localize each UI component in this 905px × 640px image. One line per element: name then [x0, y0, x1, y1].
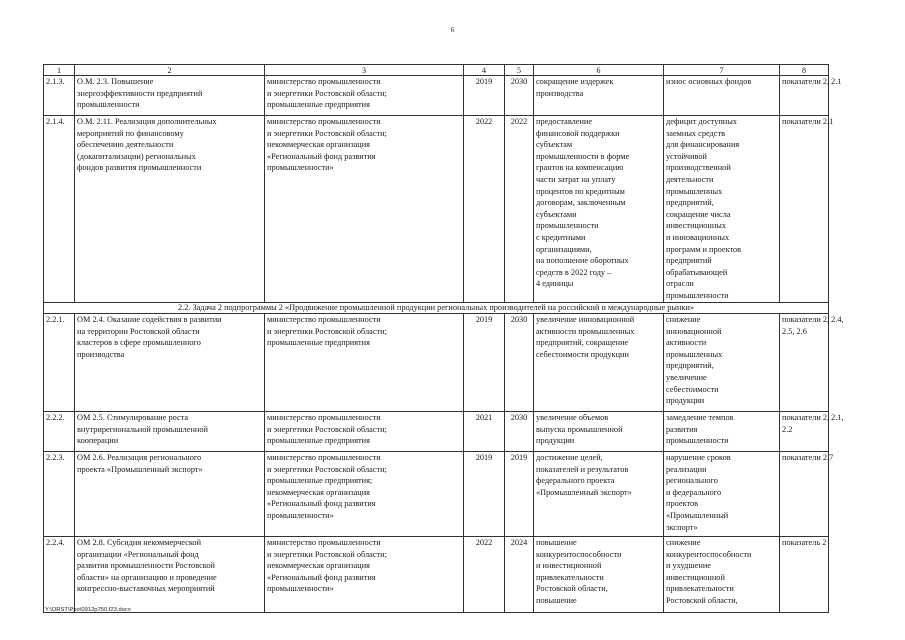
- table-row: [44, 452, 829, 537]
- cell-line: реализации: [666, 464, 707, 474]
- cell-line: и энергетики Ростовской области;: [267, 326, 387, 336]
- cell-line: организациями,: [536, 244, 592, 254]
- cell-line: министерство промышленности: [267, 453, 381, 462]
- program-table: [43, 64, 844, 613]
- row-number-cell: 2.2.3.: [44, 452, 75, 537]
- cell-line: министерство промышленности: [267, 413, 381, 422]
- table-row: [44, 412, 829, 452]
- consequence-cell: [664, 412, 780, 452]
- indicator-link-cell: [780, 412, 844, 452]
- cell-line: нарушение сроков: [666, 453, 731, 462]
- cell-line: промышленности: [666, 436, 729, 446]
- cell-line: производственной: [666, 163, 731, 173]
- cell-line: и ухудшение: [666, 561, 711, 571]
- end-year-cell: 2030: [505, 76, 534, 116]
- cell-line: «Региональный фонд развития: [267, 151, 376, 161]
- indicator-link-cell: [780, 116, 834, 303]
- cell-line: привлекательности: [536, 572, 604, 582]
- cell-line: и инновационных: [666, 232, 730, 242]
- cell-line: показатели 2.7: [782, 453, 834, 462]
- cell-line: показатель 2: [782, 538, 827, 547]
- cell-line: «Региональный фонд развития: [267, 499, 376, 509]
- cell-line: предоставление: [536, 117, 593, 126]
- row-number-cell: 2.1.3.: [44, 76, 75, 116]
- cell-line: ОМ 2.5. Стимулирование роста: [77, 413, 189, 422]
- cell-line: проектов: [666, 499, 699, 509]
- cell-line: министерство промышленности: [267, 117, 381, 126]
- cell-line: (докапитализации) региональных: [77, 151, 196, 161]
- cell-line: отрасли: [666, 279, 694, 289]
- cell-line: продукции: [666, 396, 705, 406]
- cell-line: регионального: [666, 476, 718, 486]
- cell-line: промышленных: [666, 349, 723, 359]
- column-number-row: [44, 65, 829, 76]
- cell-line: экспорт»: [666, 522, 698, 532]
- cell-line: достижение целей,: [536, 453, 603, 462]
- column-number: 7: [664, 65, 780, 76]
- cell-line: части затрат на уплату: [536, 174, 616, 184]
- cell-line: некоммерческая организация: [267, 140, 370, 150]
- cell-line: организации «Региональный фонд: [77, 549, 199, 559]
- cell-line: О.М. 2.3. Повышение: [77, 77, 154, 86]
- consequence-cell: [664, 452, 780, 537]
- column-number: 2: [75, 65, 265, 76]
- cell-line: «Промышленный: [666, 510, 729, 520]
- consequence-cell: [664, 116, 780, 303]
- cell-line: производства: [77, 349, 125, 359]
- cell-line: деятельности: [666, 174, 714, 184]
- cell-line: показатели 2, 2.1: [782, 77, 842, 86]
- cell-line: промышленных: [666, 186, 723, 196]
- cell-line: грантов на компенсацию: [536, 163, 624, 173]
- cell-line: внутрирегиональной промышленной: [77, 424, 208, 434]
- cell-line: субъектами: [536, 209, 577, 219]
- cell-line: промышленные предприятия;: [267, 476, 373, 486]
- cell-line: инновационной: [666, 326, 722, 336]
- cell-line: промышленности»: [267, 163, 334, 173]
- row-number-cell: 2.2.1.: [44, 314, 75, 412]
- table-row: [44, 537, 829, 613]
- cell-line: повышение: [536, 595, 577, 605]
- end-year-cell: 2019: [505, 452, 534, 537]
- cell-line: производства: [536, 88, 584, 98]
- expected-result-cell: [534, 452, 664, 537]
- expected-result-cell: [534, 116, 664, 303]
- cell-line: министерство промышленности: [267, 77, 381, 86]
- cell-line: замедление темпов: [666, 413, 734, 422]
- cell-line: сокращение издержек: [536, 77, 614, 86]
- end-year-cell: 2030: [505, 412, 534, 452]
- cell-line: О.М. 2.11. Реализация дополнительных: [77, 117, 217, 126]
- cell-line: области» на организацию и проведение: [77, 572, 217, 582]
- column-number: 4: [464, 65, 505, 76]
- cell-line: снижение: [666, 315, 701, 324]
- end-year-cell: 2030: [505, 314, 534, 412]
- end-year-cell: 2022: [505, 116, 534, 303]
- cell-line: фондов развития промышленности: [77, 163, 202, 173]
- end-year-cell: 2024: [505, 537, 534, 613]
- cell-line: некоммерческая организация: [267, 487, 370, 497]
- cell-line: промышленности»: [267, 584, 334, 594]
- cell-line: средств в 2022 году –: [536, 267, 612, 277]
- cell-line: повышение: [536, 538, 577, 547]
- consequence-cell: [664, 537, 780, 613]
- expected-result-cell: [534, 537, 664, 613]
- cell-line: и энергетики Ростовской области;: [267, 424, 387, 434]
- cell-line: предприятий,: [666, 361, 714, 371]
- executor-cell: [265, 116, 464, 303]
- cell-line: промышленности»: [267, 510, 334, 520]
- cell-line: 2.5, 2.6: [782, 326, 807, 336]
- cell-line: министерство промышленности: [267, 315, 381, 324]
- consequence-cell: [664, 76, 780, 116]
- cell-line: обрабатывающей: [666, 267, 728, 277]
- start-year-cell: 2022: [464, 537, 505, 613]
- cell-line: себестоимости: [666, 384, 719, 394]
- cell-line: активности промышленных: [536, 326, 635, 336]
- start-year-cell: 2022: [464, 116, 505, 303]
- column-number: 3: [265, 65, 464, 76]
- cell-line: конгрессно-выставочных мероприятий: [77, 584, 215, 594]
- cell-line: промышленности: [536, 221, 599, 231]
- cell-line: инвестиционной: [666, 572, 725, 582]
- cell-line: промышленные предприятия: [267, 436, 370, 446]
- cell-line: конкурентоспособности: [536, 549, 622, 559]
- column-number: 6: [534, 65, 664, 76]
- table-row: [44, 116, 829, 303]
- cell-line: и энергетики Ростовской области;: [267, 128, 387, 138]
- cell-line: промышленные предприятия: [267, 100, 370, 110]
- row-number-cell: 2.1.4.: [44, 116, 75, 303]
- cell-line: энергоэффективности предприятий: [77, 88, 203, 98]
- cell-line: показатели 2.1: [782, 117, 834, 126]
- cell-line: предприятий, сокращение: [536, 338, 629, 348]
- cell-line: промышленности: [77, 100, 140, 110]
- cell-line: ОМ 2.8. Субсидия некоммерческой: [77, 538, 202, 547]
- measure-name-cell: [75, 76, 265, 116]
- expected-result-cell: [534, 412, 664, 452]
- indicator-link-cell: [780, 537, 829, 613]
- cell-line: развития промышленности Ростовской: [77, 561, 215, 571]
- cell-line: процентов по кредитным: [536, 186, 625, 196]
- executor-cell: [265, 314, 464, 412]
- cell-line: 2.2: [782, 424, 793, 434]
- start-year-cell: 2019: [464, 76, 505, 116]
- start-year-cell: 2021: [464, 412, 505, 452]
- cell-line: показатели 2, 2.4,: [782, 315, 844, 324]
- table-row: [44, 314, 829, 412]
- cell-line: программ и проектов: [666, 244, 742, 254]
- cell-line: промышленности: [666, 290, 729, 300]
- cell-line: ОМ 2.6. Реализация регионального: [77, 453, 202, 462]
- column-number: 5: [505, 65, 534, 76]
- table-row: [44, 76, 829, 116]
- cell-line: активности: [666, 338, 707, 348]
- cell-line: промышленные предприятия: [267, 338, 370, 348]
- cell-line: предприятий: [666, 256, 712, 266]
- cell-line: некоммерческая организация: [267, 561, 370, 571]
- cell-line: увеличение: [666, 372, 707, 382]
- cell-line: износ основных фондов: [666, 77, 752, 86]
- cell-line: развития: [666, 424, 698, 434]
- cell-line: 4 единицы: [536, 279, 574, 289]
- cell-line: обеспечению деятельности: [77, 140, 174, 150]
- cell-line: «Региональный фонд развития: [267, 572, 376, 582]
- cell-line: показатели 2, 2.1,: [782, 413, 844, 422]
- cell-line: выпуска промышленной: [536, 424, 623, 434]
- cell-line: и инвестиционной: [536, 561, 602, 571]
- cell-line: продукции: [536, 436, 575, 446]
- executor-cell: [265, 76, 464, 116]
- measure-name-cell: [75, 452, 265, 537]
- cell-line: устойчивой: [666, 151, 707, 161]
- start-year-cell: 2019: [464, 314, 505, 412]
- cell-line: кластеров в сфере промышленного: [77, 338, 201, 348]
- cell-line: проекта «Промышленный экспорт»: [77, 464, 203, 474]
- cell-line: министерство промышленности: [267, 538, 381, 547]
- measure-name-cell: [75, 314, 265, 412]
- measure-name-cell: [75, 412, 265, 452]
- expected-result-cell: [534, 76, 664, 116]
- executor-cell: [265, 412, 464, 452]
- cell-line: Ростовской области,: [536, 584, 608, 594]
- cell-line: финансовой поддержки: [536, 128, 620, 138]
- section-row: [44, 302, 829, 314]
- cell-line: привлекательности: [666, 584, 734, 594]
- cell-line: себестоимости продукции: [536, 349, 629, 359]
- cell-line: инвестиционных: [666, 221, 727, 231]
- page-number: 6: [450, 26, 455, 34]
- expected-result-cell: [534, 314, 664, 412]
- cell-line: с кредитными: [536, 232, 586, 242]
- executor-cell: [265, 452, 464, 537]
- cell-line: показателей и результатов: [536, 464, 629, 474]
- cell-line: субъектам: [536, 140, 573, 150]
- indicator-link-cell: [780, 452, 834, 537]
- column-number: 8: [780, 65, 829, 76]
- cell-line: федерального проекта: [536, 476, 615, 486]
- measure-name-cell: [75, 537, 265, 613]
- table-body: [44, 65, 844, 613]
- cell-line: и энергетики Ростовской области;: [267, 549, 387, 559]
- measure-name-cell: [75, 116, 265, 303]
- section-title: 2.2. Задача 2 подпрограммы 2 «Продвижение промышленной продукции региональных производителей на российский и международные рынки»: [44, 302, 829, 314]
- row-number-cell: 2.2.4.: [44, 537, 75, 613]
- cell-line: конкурентоспособности: [666, 549, 752, 559]
- cell-line: на пополнение оборотных: [536, 256, 629, 266]
- cell-line: и федерального: [666, 487, 722, 497]
- cell-line: увеличение инновационной: [536, 315, 635, 324]
- column-number: 1: [44, 65, 75, 76]
- row-number-cell: 2.2.2.: [44, 412, 75, 452]
- cell-line: для финансирования: [666, 140, 740, 150]
- cell-line: «Промышленный экспорт»: [536, 487, 632, 497]
- cell-line: Ростовской области,: [666, 595, 738, 605]
- file-path-footer: Y:\ORST\Ppo\0912p750.f23.docx: [45, 607, 131, 613]
- consequence-cell: [664, 314, 780, 412]
- start-year-cell: 2019: [464, 452, 505, 537]
- cell-line: предприятий,: [666, 198, 714, 208]
- cell-line: промышленности в форме: [536, 151, 630, 161]
- cell-line: дефицит доступных: [666, 117, 737, 126]
- cell-line: ОМ 2.4. Оказание содействия в развитии: [77, 315, 222, 324]
- cell-line: заемных средств: [666, 128, 725, 138]
- indicator-link-cell: [780, 76, 842, 116]
- cell-line: увеличение объемов: [536, 413, 609, 422]
- executor-cell: [265, 537, 464, 613]
- cell-line: на территории Ростовской области: [77, 326, 200, 336]
- cell-line: снижение: [666, 538, 701, 547]
- cell-line: и энергетики Ростовской области;: [267, 464, 387, 474]
- indicator-link-cell: [780, 314, 844, 412]
- cell-line: кооперации: [77, 436, 119, 446]
- cell-line: сокращение числа: [666, 209, 731, 219]
- cell-line: мероприятий по финансовому: [77, 128, 184, 138]
- cell-line: договорам, заключенным: [536, 198, 626, 208]
- cell-line: и энергетики Ростовской области;: [267, 88, 387, 98]
